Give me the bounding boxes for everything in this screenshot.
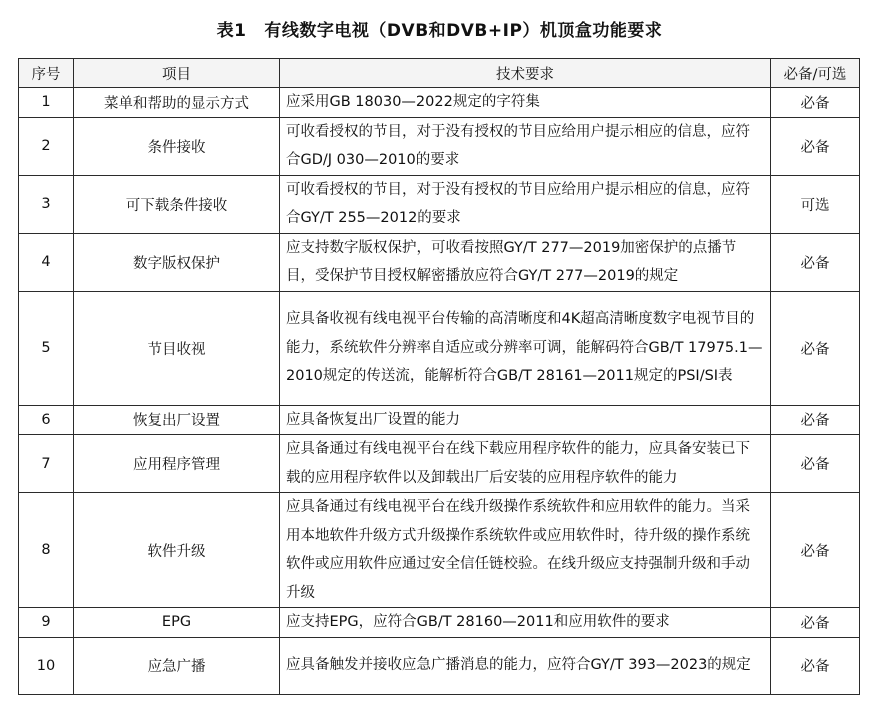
table-caption — [0, 16, 879, 41]
row-requirement: 应支持EPG，应符合GB/T 28160—2011和应用软件的要求 — [280, 608, 771, 638]
row-necessity: 必备 — [771, 88, 860, 118]
row-no: 2 — [19, 117, 74, 175]
header-row — [19, 59, 860, 88]
table-row — [19, 88, 860, 118]
row-item: 数字版权保护 — [74, 233, 280, 291]
row-item: 应急广播 — [74, 637, 280, 694]
row-item: 菜单和帮助的显示方式 — [74, 88, 280, 118]
row-necessity: 必备 — [771, 405, 860, 435]
row-requirement: 应具备通过有线电视平台在线升级操作系统软件和应用软件的能力。当采用本地软件升级方式升级操作系统软件或应用软件时，待升级的操作系统软件或应用软件应通过安全信任链校验。在线升级应支持强制升级和手动升级 — [280, 493, 771, 608]
row-requirement: 应支持数字版权保护，可收看按照GY/T 277—2019加密保护的点播节目，受保护节目授权解密播放应符合GY/T 277—2019的规定 — [280, 233, 771, 291]
header-no: 序号 — [19, 59, 74, 88]
row-no: 6 — [19, 405, 74, 435]
row-item: 应用程序管理 — [74, 435, 280, 493]
table-body — [19, 88, 860, 695]
row-item: 条件接收 — [74, 117, 280, 175]
row-requirement: 可收看授权的节目，对于没有授权的节目应给用户提示相应的信息，应符合GD/J 030—2010的要求 — [280, 117, 771, 175]
row-no: 4 — [19, 233, 74, 291]
row-requirement: 应具备触发并接收应急广播消息的能力，应符合GY/T 393—2023的规定 — [280, 637, 771, 694]
table-row — [19, 175, 860, 233]
row-requirement: 应具备通过有线电视平台在线下载应用程序软件的能力，应具备安装已下载的应用程序软件以及卸载出厂后安装的应用程序软件的能力 — [280, 435, 771, 493]
table-title: 有线数字电视（DVB和DVB+IP）机顶盒功能要求 — [264, 21, 663, 41]
table-row — [19, 435, 860, 493]
header-requirement: 技术要求 — [280, 59, 771, 88]
row-necessity: 必备 — [771, 493, 860, 608]
header-item: 项目 — [74, 59, 280, 88]
row-requirement: 可收看授权的节目，对于没有授权的节目应给用户提示相应的信息，应符合GY/T 255—2012的要求 — [280, 175, 771, 233]
row-item: 可下载条件接收 — [74, 175, 280, 233]
header-necessity: 必备/可选 — [771, 59, 860, 88]
row-no: 10 — [19, 637, 74, 694]
row-no: 7 — [19, 435, 74, 493]
row-necessity: 必备 — [771, 233, 860, 291]
row-necessity: 必备 — [771, 435, 860, 493]
row-item: 节目收视 — [74, 291, 280, 405]
row-requirement: 应采用GB 18030—2022规定的字符集 — [280, 88, 771, 118]
table-header — [19, 59, 860, 88]
row-necessity: 必备 — [771, 608, 860, 638]
table-row — [19, 233, 860, 291]
table-row — [19, 637, 860, 694]
table-row — [19, 291, 860, 405]
row-no: 5 — [19, 291, 74, 405]
row-no: 3 — [19, 175, 74, 233]
row-necessity: 必备 — [771, 291, 860, 405]
row-necessity: 必备 — [771, 117, 860, 175]
row-requirement: 应具备恢复出厂设置的能力 — [280, 405, 771, 435]
row-necessity: 必备 — [771, 637, 860, 694]
row-requirement: 应具备收视有线电视平台传输的高清晰度和4K超高清晰度数字电视节目的能力，系统软件分辨率自适应或分辨率可调，能解码符合GB/T 17975.1—2010规定的传送流，能解析符合GB/T 28161—2011规定的PSI/SI表 — [280, 291, 771, 405]
requirements-table — [18, 58, 860, 695]
table-row — [19, 405, 860, 435]
row-item: EPG — [74, 608, 280, 638]
table-row — [19, 608, 860, 638]
row-necessity: 可选 — [771, 175, 860, 233]
row-no: 1 — [19, 88, 74, 118]
table-number: 表1 — [216, 21, 247, 41]
row-no: 9 — [19, 608, 74, 638]
row-no: 8 — [19, 493, 74, 608]
table-row — [19, 493, 860, 608]
row-item: 恢复出厂设置 — [74, 405, 280, 435]
table-row — [19, 117, 860, 175]
row-item: 软件升级 — [74, 493, 280, 608]
